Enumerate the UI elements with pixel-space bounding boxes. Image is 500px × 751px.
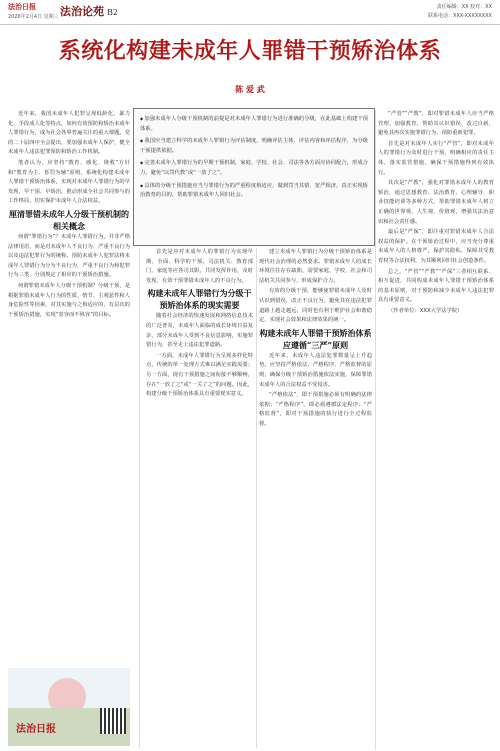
issue-date: 2026年2月4日 星期三	[8, 14, 59, 20]
paragraph: “严管”“严教”，即对罪错未成年人应当严格管理，加强教育，帮助其认识错误、改过自新，避免其再次实施罪错行为，预防重新犯罪。	[378, 111, 494, 137]
editor-info: 责任编辑：XX 校对：XX	[436, 4, 492, 10]
paragraph: 何谓罪错未成年人分级干预机制？分级干预，是根据罪错未成年人行为的性质、情节、主观恶性和人身危险性等因素，对其实施与之相适应的、有层次的干预矫治措施，实现“宽容而不纵容”的目标。	[8, 282, 130, 318]
summary-box	[133, 108, 375, 246]
section-title: 法治论苑 B2	[60, 5, 118, 18]
masthead-brand: 法治日报	[8, 2, 36, 11]
column-2	[146, 248, 253, 748]
column-4	[378, 110, 494, 750]
column-3	[259, 248, 372, 748]
logo-wordmark: 法治日报	[16, 724, 56, 735]
paragraph: 有效的分级干预，能够使罪错未成年人及时认识到错误，改正不良行为，避免其在违法犯罪道路上越走越远，同时也有利于维护社会和谐稳定，实现社会效果和法律效果的统一。	[259, 288, 372, 324]
qr-code-icon	[100, 708, 126, 734]
paragraph: 何谓“罪错行为”？未成年人罪错行为，并非严格法律用语，而是对未成年人不良行为、严重不良行为以及违法犯罪行为的统称。预防未成年人犯罪法将未成年人罪错行为分为不良行为、严重不良行为和犯罪行为三类，分别规定了相应的干预矫治措施。	[8, 233, 130, 279]
paragraph: 近年来，我国未成年人犯罪呈现低龄化、暴力化、手段成人化等特点，如何有效预防和矫治未成年人罪错行为，成为社会各界普遍关注的重大课题。党的二十届四中全会提出，要加强未成年人保护，健全未成年人违法犯罪预防和矫治工作机制。	[8, 111, 130, 156]
paragraph: 首先是对未成年人实行“严管”，即对未成年人的罪错行为及时进行干预，明确相应的责任主体，落实监管措施，确保干预措施得到有效执行。	[378, 140, 494, 176]
paragraph: 总之，“严管”“严教”“严保”三者相互联系、相互促进，共同构成未成年人罪错干预矫治体系的基本原则，对于预防和减少未成年人违法犯罪具有重要意义。	[378, 268, 494, 304]
paragraph: 一方面，未成年人罪错行为呈现多样化特点，传统的单一处理方式难以满足实践需要；另一方面，现有干预措施之间衔接不够顺畅，存在“一放了之”或“一关了之”的问题。因此，构建分级干预矫治体系具有重要现实意义。	[146, 352, 253, 398]
column-divider	[139, 248, 140, 748]
paragraph: 最后是“严保”，即注重对罪错未成年人合法权益的保护。在干预矫治过程中，应当充分尊重未成年人的人格尊严，保护其隐私，保障其受教育权等合法权利，为其顺利回归社会创造条件。	[378, 229, 494, 264]
column-1	[8, 110, 130, 650]
page-number: B2	[107, 8, 118, 17]
subheading-1: 厘清罪错未成年人分级干预机制的相关概念	[9, 208, 129, 231]
paragraph: 近年来，未成年人违法犯罪数量呈上升趋势。应坚持严格依法、严格程序、严格监督的原则，确保分级干预矫治措施依法实施，保障罪错未成年人的合法权益不受侵害。	[259, 352, 372, 388]
summary-item: ◆ 具体的分级干预措施应当与罪错行为的严重程度相适应，做到罚当其错、宽严相济，真正实现矫治教育的目的，帮助罪错未成年人回归社会。	[140, 181, 368, 201]
newspaper-logo-image	[8, 668, 130, 746]
paragraph: 笔者认为，应坚持“教育、感化、挽救”方针和“教育为主、惩罚为辅”原则，系统化构建未成年人罪错干预矫治体系，实现对未成年人罪错行为的早发现、早干预、早矫治，推动形成全社会共同参与的工作格局，切实保护未成年人合法权益。	[8, 159, 130, 205]
paragraph: 首先是应对未成年人的罪错行为实现早期、全面、科学的干预。司法机关、教育部门、家庭等应各司其职，共同发挥作用，及时发现、有效干预罪错未成年人的不良行为。	[146, 249, 253, 284]
subheading-2: 构建未成年人罪错行为分级干预矫治体系的现实需要	[147, 288, 252, 311]
author-affiliation: （作者单位：XXX大学法学院）	[388, 307, 463, 314]
paragraph: 建立未成年人罪错行为分级干预矫治体系是现代社会治理的必然要求。罪错未成年人的成长环境往往存在缺陷，需要家庭、学校、社会和司法机关共同参与，形成保护合力。	[259, 249, 372, 284]
column-divider	[256, 248, 257, 748]
summary-item: ◆ 加强未成年人分级干预机制的前提是对未成年人罪错行为进行准确的分级，在此基础上构建干预体系。	[140, 114, 368, 134]
column-divider	[375, 110, 376, 750]
summary-list	[134, 109, 374, 243]
article-author: 陈 爱 武	[235, 85, 265, 94]
paragraph: “严格依法”，即干预措施必须有明确的法律依据；“严格程序”，即必须遵循法定程序；“严格监督”，即对干预措施的执行进行全过程监督。	[259, 392, 372, 427]
page-header	[0, 0, 500, 25]
summary-item: ◆ 我国应当建立科学的未成年人罪错行为评估制度，明确评估主体、评估内容和评估程序，为分级干预提供依据。	[140, 136, 368, 156]
contact-info: 联系电话：XXX-XXXXXXXX	[428, 13, 492, 19]
paragraph: 其次是“严教”，强化对罪错未成年人的教育矫治，通过思想教育、法治教育、心理辅导、职业技能培训等多种方式，帮助罪错未成年人树立正确的世界观、人生观、价值观，增强其法治意识和社会责任感。	[378, 180, 494, 225]
summary-item: ◆ 完善未成年人罪错行为的早期干预机制，家庭、学校、社会、司法等各方面应协同配合，形成合力，避免“以罚代教”或“一放了之”。	[140, 158, 368, 178]
paragraph: 随着社会经济的快速发展和网络信息技术的广泛普及，未成年人面临的成长环境日益复杂，部分未成年人受到不良信息影响，实施罪错行为，甚至走上违法犯罪道路。	[146, 313, 253, 349]
subheading-3: 构建未成年人罪错干预矫治体系应遵循“三严”原则	[259, 327, 372, 350]
article-title: 系统化构建未成年人罪错干预矫治体系	[58, 38, 442, 64]
